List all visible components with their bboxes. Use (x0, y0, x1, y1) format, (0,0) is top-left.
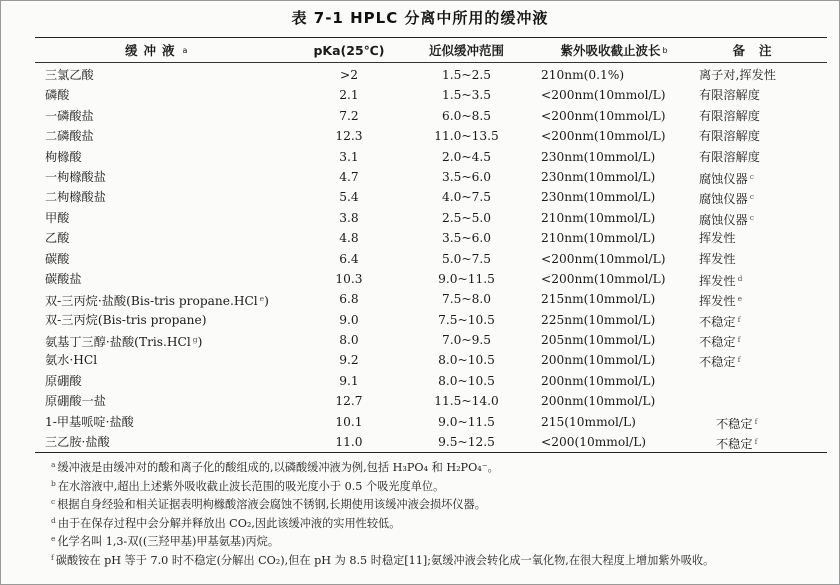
cell-buffer-range: 2.0~4.5 (442, 149, 491, 164)
cell-remark-text: 有限溶解度 (699, 149, 760, 164)
cell-remark-text: 不稳定 (716, 416, 753, 431)
cell-buffer-range: 3.5~6.0 (442, 231, 491, 246)
header-buffer-range: 近似缓冲范围 (428, 43, 504, 58)
cell-remark-mark: c (749, 212, 754, 222)
cell-buffer-range: 8.0~10.5 (438, 373, 495, 388)
cell-remark (699, 106, 834, 126)
cell-buffer-name (45, 208, 305, 228)
cell-remark-text: 挥发性 (699, 231, 736, 246)
cell-buffer-name (45, 147, 305, 167)
table-row (1, 249, 839, 269)
cell-remark (699, 65, 834, 85)
cell-remark-text: 不稳定 (716, 437, 753, 452)
cell-remark (699, 228, 834, 248)
cell-uv-cutoff: 200nm(10mmol/L) (541, 353, 656, 368)
cell-buffer-name (45, 249, 305, 269)
cell-uv-cutoff: <200nm(10mmol/L) (541, 129, 666, 144)
cell-buffer-name (45, 330, 305, 352)
cell-remark-mark: d (737, 273, 743, 283)
cell-pka: 9.0 (339, 312, 359, 327)
cell-buffer-range: 8.0~10.5 (438, 353, 495, 368)
cell-uv-cutoff: 230nm(10mmol/L) (541, 149, 656, 164)
cell-buffer-range: 7.5~8.0 (442, 292, 491, 307)
cell-remark-mark: e (737, 294, 743, 304)
table-row (1, 147, 839, 167)
footnote-text: 在水溶液中,超出上述紫外吸收截止波长范围的吸光度小于 0.5 个吸光度单位。 (57, 479, 445, 493)
cell-pka: 6.4 (339, 251, 359, 266)
cell-pka: 4.7 (339, 169, 359, 184)
cell-remark-mark: c (749, 192, 754, 202)
cell-buffer-name-text: 双-三丙烷·盐酸(Bis-tris propane.HCl (45, 294, 258, 309)
footnote (51, 549, 831, 568)
cell-buffer-name-text: 乙酸 (45, 231, 70, 246)
cell-pka: 10.3 (335, 271, 363, 286)
table-row (1, 330, 839, 350)
cell-uv-cutoff: 215nm(10mmol/L) (541, 292, 656, 307)
cell-buffer-name (45, 228, 305, 248)
cell-buffer-name-text: 一枸橼酸盐 (45, 169, 106, 184)
cell-buffer-name (45, 412, 305, 432)
cell-remark-text: 有限溶解度 (699, 108, 760, 123)
cell-pka: 4.8 (339, 231, 359, 246)
cell-buffer-name-text: 一磷酸盐 (45, 108, 94, 123)
footnote (51, 512, 831, 531)
cell-pka: 5.4 (339, 190, 359, 205)
cell-uv-cutoff: 225nm(10mmol/L) (541, 312, 656, 327)
cell-buffer-name (45, 126, 305, 146)
cell-pka: 3.1 (339, 149, 359, 164)
footnote-text: 碳酸铵在 pH 等于 7.0 时不稳定(分解出 CO₂),但在 pH 为 8.5 时稳定[11];氨缓冲液会转化成一氧化物,在很大程度上增加紫外吸收。 (55, 553, 715, 567)
cell-pka: >2 (340, 68, 358, 82)
cell-buffer-name-text: 1-甲基哌啶·盐酸 (45, 414, 134, 429)
cell-buffer-name-text: 原硼酸一盐 (45, 394, 106, 409)
table-row (1, 187, 839, 207)
footnote (51, 530, 831, 549)
table-row (1, 106, 839, 126)
cell-remark (699, 269, 834, 291)
cell-buffer-name (45, 65, 305, 85)
cell-buffer-name-text: 氨水·HCl (45, 353, 98, 368)
table-top-rule (35, 37, 827, 38)
cell-uv-cutoff: <200(10mmol/L) (541, 435, 647, 450)
table-row (1, 65, 839, 85)
cell-remark-text: 不稳定 (699, 355, 736, 370)
header-uv-cutoff-mark: b (662, 45, 668, 55)
cell-buffer-name-close: ) (197, 335, 203, 350)
footnote-text: 由于在保存过程中会分解并释放出 CO₂,因此该缓冲液的实用性较低。 (57, 516, 401, 530)
cell-buffer-name-mark: g (192, 335, 198, 345)
cell-buffer-name (45, 371, 305, 391)
table-row (1, 350, 839, 370)
cell-remark (699, 310, 834, 332)
cell-buffer-name (45, 432, 305, 452)
cell-remark (699, 208, 834, 230)
cell-uv-cutoff: 210nm(10mmol/L) (541, 231, 656, 246)
cell-remark-text: 挥发性 (699, 294, 736, 309)
cell-uv-cutoff: 210nm(10mmol/L) (541, 210, 656, 225)
cell-buffer-name (45, 289, 305, 311)
cell-remark-text: 腐蚀仪器 (699, 192, 748, 207)
cell-remark-text: 不稳定 (699, 335, 736, 350)
cell-buffer-name (45, 167, 305, 187)
cell-pka: 11.0 (335, 435, 363, 450)
table-row (1, 289, 839, 309)
cell-remark (699, 350, 834, 372)
cell-buffer-range: 11.5~14.0 (434, 394, 499, 409)
cell-remark-text: 腐蚀仪器 (699, 171, 748, 186)
footnotes (51, 456, 831, 567)
footnote-mark: f (51, 552, 54, 562)
cell-buffer-name-text: 甲酸 (45, 210, 70, 225)
cell-uv-cutoff: <200nm(10mmol/L) (541, 88, 666, 103)
cell-uv-cutoff: 200nm(10mmol/L) (541, 373, 656, 388)
header-buffer-name (45, 39, 295, 61)
footnote-mark: e (51, 534, 56, 543)
footnote-mark: d (51, 515, 56, 525)
cell-pka: 7.2 (339, 108, 359, 123)
cell-remark-text: 不稳定 (699, 314, 736, 329)
cell-buffer-range: 9.0~11.5 (438, 271, 495, 286)
cell-uv-cutoff: <200nm(10mmol/L) (541, 271, 666, 286)
cell-pka: 12.7 (335, 394, 363, 409)
cell-buffer-range: 11.0~13.5 (434, 129, 499, 144)
cell-buffer-name (45, 106, 305, 126)
table-row (1, 269, 839, 289)
cell-pka: 6.8 (339, 292, 359, 307)
cell-buffer-name-text: 碳酸盐 (45, 271, 82, 286)
cell-buffer-name (45, 350, 305, 370)
cell-uv-cutoff: <200nm(10mmol/L) (541, 108, 666, 123)
cell-buffer-name-close: ) (264, 294, 269, 309)
cell-buffer-name-text: 二枸橼酸盐 (45, 190, 106, 205)
cell-pka: 9.1 (339, 373, 359, 388)
cell-buffer-name-text: 原硼酸 (45, 373, 82, 388)
cell-pka: 2.1 (339, 88, 359, 103)
cell-uv-cutoff: 230nm(10mmol/L) (541, 169, 656, 184)
cell-buffer-range: 1.5~3.5 (442, 88, 491, 103)
header-rule (35, 62, 827, 63)
cell-buffer-name-text: 碳酸 (45, 251, 70, 266)
cell-pka: 3.8 (339, 210, 359, 225)
table-row (1, 228, 839, 248)
table-row (1, 126, 839, 146)
cell-buffer-name (45, 310, 305, 330)
table-title: 表 7-1 HPLC 分离中所用的缓冲液 (291, 9, 549, 27)
cell-buffer-name-text: 枸橼酸 (45, 149, 82, 164)
cell-remark (699, 85, 834, 105)
cell-buffer-name-mark: e (259, 294, 265, 304)
cell-buffer-name (45, 85, 305, 105)
cell-remark-mark: f (737, 355, 741, 365)
cell-remark (699, 126, 834, 146)
cell-remark (699, 289, 834, 311)
cell-buffer-range: 7.5~10.5 (438, 312, 495, 327)
table-row (1, 371, 839, 391)
cell-remark-text: 有限溶解度 (699, 129, 760, 144)
header-pka: pKa(25℃) (313, 42, 385, 58)
cell-uv-cutoff: 200nm(10mmol/L) (541, 394, 656, 409)
cell-buffer-name-text: 双-三丙烷(Bis-tris propane) (45, 312, 207, 327)
footnote-text: 化学名叫 1,3-双((三羟甲基)甲基氨基)丙烷。 (57, 535, 280, 548)
footnote-mark: b (51, 478, 56, 488)
cell-uv-cutoff: 210nm(0.1%) (541, 68, 625, 82)
cell-remark-text: 有限溶解度 (699, 88, 760, 103)
cell-pka: 9.2 (339, 353, 359, 368)
footnote (51, 475, 831, 494)
header-buffer-name-label: 缓冲液 (125, 43, 181, 58)
table-row (1, 391, 839, 411)
cell-remark-mark: c (749, 171, 754, 181)
table-row (1, 432, 839, 452)
cell-remark-text: 挥发性 (699, 273, 736, 288)
cell-remark (699, 330, 834, 352)
cell-pka: 12.3 (335, 129, 363, 144)
cell-buffer-name (45, 269, 305, 289)
footnote-text: 根据自身经验和相关证据表明枸橼酸溶液会腐蚀不锈钢,长期使用该缓冲液会损坏仪器。 (57, 498, 486, 511)
cell-buffer-range: 4.0~7.5 (442, 190, 491, 205)
header-remarks: 备注 (732, 43, 786, 58)
table-row (1, 208, 839, 228)
header-uv-cutoff (534, 39, 694, 61)
cell-buffer-name-text: 磷酸 (45, 88, 70, 103)
footnote-mark: a (51, 460, 56, 469)
footnote (51, 493, 831, 512)
cell-buffer-range: 1.5~2.5 (442, 68, 491, 82)
cell-remark-mark: f (737, 335, 741, 345)
cell-buffer-range: 2.5~5.0 (442, 210, 491, 225)
cell-buffer-name (45, 391, 305, 411)
cell-uv-cutoff: 230nm(10mmol/L) (541, 190, 656, 205)
cell-buffer-range: 7.0~9.5 (442, 333, 491, 348)
cell-remark-mark: f (754, 416, 758, 426)
cell-buffer-range: 6.0~8.5 (442, 108, 491, 123)
cell-remark (699, 187, 834, 209)
cell-buffer-range: 5.0~7.5 (442, 251, 491, 266)
cell-buffer-range: 3.5~6.0 (442, 169, 491, 184)
cell-buffer-range: 9.5~12.5 (438, 435, 495, 450)
cell-buffer-name (45, 187, 305, 207)
cell-remark-text: 腐蚀仪器 (699, 212, 748, 227)
cell-buffer-name-text: 三乙胺·盐酸 (45, 435, 110, 450)
cell-remark-text: 离子对,挥发性 (699, 68, 776, 82)
footnote (51, 456, 831, 475)
footnote-text: 缓冲液是由缓冲对的酸和离子化的酸组成的,以磷酸缓冲液为例,包括 H₃PO₄ 和 H₂PO₄⁻。 (57, 461, 499, 474)
cell-remark (699, 249, 834, 269)
cell-remark (699, 147, 834, 167)
cell-remark (716, 412, 840, 434)
cell-remark-text: 挥发性 (699, 251, 736, 266)
cell-uv-cutoff: 215(10mmol/L) (541, 414, 636, 429)
cell-buffer-name-text: 二磷酸盐 (45, 129, 94, 144)
table-bottom-rule (35, 452, 827, 453)
cell-buffer-range: 9.0~11.5 (438, 414, 495, 429)
cell-buffer-name-text: 氨基丁三醇·盐酸(Tris.HCl (45, 335, 191, 350)
cell-uv-cutoff: 205nm(10mmol/L) (541, 333, 656, 348)
table-row (1, 412, 839, 432)
table-row (1, 167, 839, 187)
cell-remark-mark: f (754, 437, 758, 447)
table-body (1, 65, 839, 452)
cell-buffer-name-text: 三氯乙酸 (45, 68, 94, 82)
cell-pka: 10.1 (335, 414, 363, 429)
cell-remark (699, 167, 834, 189)
table-row (1, 310, 839, 330)
table-row (1, 85, 839, 105)
cell-remark-mark: f (737, 314, 741, 324)
footnote-mark: c (51, 497, 56, 506)
cell-uv-cutoff: <200nm(10mmol/L) (541, 251, 666, 266)
cell-pka: 8.0 (339, 333, 359, 348)
header-uv-cutoff-label: 紫外吸收截止波长 (560, 43, 661, 58)
header-buffer-name-mark: a (182, 45, 194, 55)
